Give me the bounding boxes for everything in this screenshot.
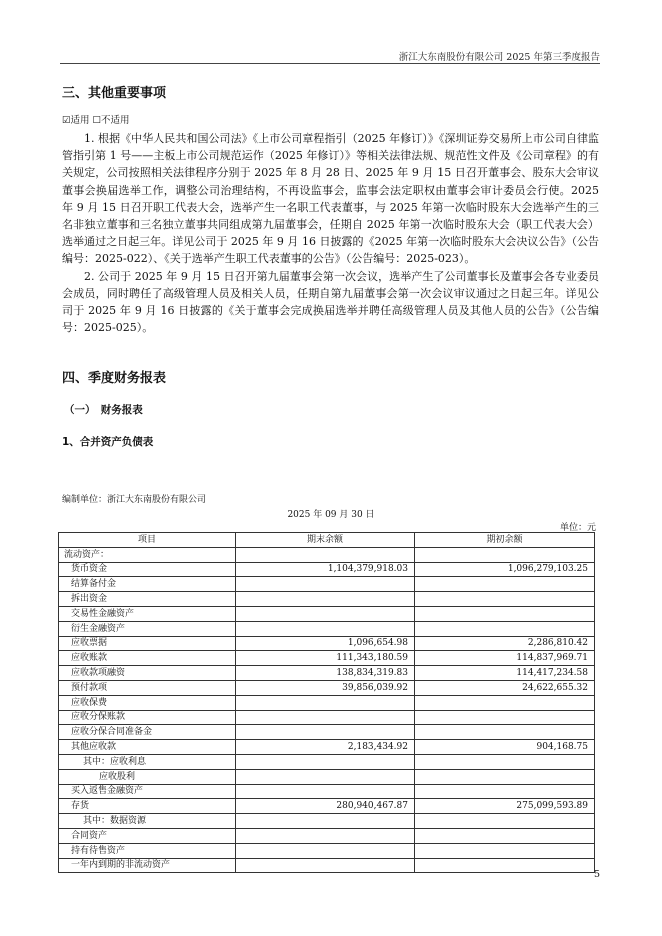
begin-balance <box>415 592 595 607</box>
table-row <box>59 606 595 621</box>
end-balance <box>236 695 415 710</box>
begin-balance: 904,168.75 <box>415 740 595 755</box>
row-label: 货币资金 <box>59 562 236 577</box>
table-row <box>59 680 595 695</box>
table-row <box>59 710 595 725</box>
row-label: 应收分保账款 <box>59 710 236 725</box>
begin-balance <box>415 769 595 784</box>
end-balance <box>236 828 415 843</box>
end-balance <box>236 621 415 636</box>
begin-balance: 2,286,810.42 <box>415 636 595 651</box>
table-row <box>59 547 595 562</box>
begin-balance <box>415 843 595 858</box>
compiler-unit: 编制单位：浙江大东南股份有限公司 <box>62 495 207 505</box>
end-balance: 1,104,379,918.03 <box>236 562 415 577</box>
end-balance <box>236 606 415 621</box>
row-label: 衍生金融资产 <box>59 621 236 636</box>
header-rule <box>60 63 600 64</box>
section3-title: 三、其他重要事项 <box>62 86 167 101</box>
begin-balance <box>415 828 595 843</box>
table-row <box>59 814 595 829</box>
currency-unit: 单位：元 <box>559 523 596 533</box>
begin-balance: 114,837,969.71 <box>415 651 595 666</box>
table-row <box>59 740 595 755</box>
row-label: 其他应收款 <box>59 740 236 755</box>
row-label: 存货 <box>59 799 236 814</box>
row-label: 其中：应收利息 <box>59 754 236 769</box>
row-label: 其中：数据资源 <box>59 814 236 829</box>
end-balance: 2,183,434.92 <box>236 740 415 755</box>
end-balance: 138,834,319.83 <box>236 666 415 681</box>
table-row <box>59 843 595 858</box>
begin-balance <box>415 547 595 562</box>
row-label: 结算备付金 <box>59 577 236 592</box>
begin-balance <box>415 725 595 740</box>
row-label: 买入返售金融资产 <box>59 784 236 799</box>
begin-balance <box>415 621 595 636</box>
end-balance <box>236 784 415 799</box>
begin-balance <box>415 577 595 592</box>
balance-sheet-heading: 1、合并资产负债表 <box>62 436 154 448</box>
row-label: 交易性金融资产 <box>59 606 236 621</box>
col-header-end: 期末余额 <box>236 533 415 548</box>
section4-title: 四、季度财务报表 <box>62 371 167 386</box>
row-label: 预付款项 <box>59 680 236 695</box>
begin-balance <box>415 784 595 799</box>
row-label: 应收保费 <box>59 695 236 710</box>
row-label: 应收款项融资 <box>59 666 236 681</box>
row-label: 应收账款 <box>59 651 236 666</box>
table-row <box>59 799 595 814</box>
end-balance <box>236 725 415 740</box>
end-balance <box>236 769 415 784</box>
end-balance <box>236 754 415 769</box>
begin-balance <box>415 606 595 621</box>
begin-balance: 114,417,234.58 <box>415 666 595 681</box>
table-row <box>59 725 595 740</box>
begin-balance: 1,096,279,103.25 <box>415 562 595 577</box>
financial-statements-heading: （一） 财务报表 <box>64 404 143 416</box>
table-row <box>59 577 595 592</box>
col-header-begin: 期初余额 <box>415 533 595 548</box>
end-balance: 39,856,039.92 <box>236 680 415 695</box>
end-balance <box>236 592 415 607</box>
row-label: 应收股利 <box>59 769 236 784</box>
table-row <box>59 592 595 607</box>
table-header-row <box>59 533 595 548</box>
paragraph-2: 2. 公司于 2025 年 9 月 15 日召开第九届董事会第一次会议，选举产生了公司董事长及董事会各专业委员会成员，同时聘任了高级管理人员及相关人员，任期自第九届董事会第一次会议审议通过之日起三年。详见公司于 2025 年 9 月 16 日披露的《关于董事会完成换届选举并聘任高级管理人员及其他人员的公告》（公告编号：2025-025）。 <box>62 269 599 335</box>
end-balance <box>236 843 415 858</box>
begin-balance <box>415 710 595 725</box>
end-balance <box>236 547 415 562</box>
table-row <box>59 666 595 681</box>
row-label: 应收分保合同准备金 <box>59 725 236 740</box>
table-row <box>59 651 595 666</box>
row-label: 拆出资金 <box>59 592 236 607</box>
row-label: 应收票据 <box>59 636 236 651</box>
begin-balance: 275,099,593.89 <box>415 799 595 814</box>
end-balance: 280,940,467.87 <box>236 799 415 814</box>
table-row <box>59 828 595 843</box>
end-balance <box>236 814 415 829</box>
begin-balance: 24,622,655.32 <box>415 680 595 695</box>
page-number: 5 <box>593 869 600 880</box>
end-balance <box>236 577 415 592</box>
end-balance: 111,343,180.59 <box>236 651 415 666</box>
report-date: 2025 年 09 月 30 日 <box>287 510 375 520</box>
table-row <box>59 636 595 651</box>
row-label: 流动资产： <box>59 547 236 562</box>
table-row <box>59 754 595 769</box>
end-balance <box>236 710 415 725</box>
begin-balance <box>415 858 595 873</box>
table-row <box>59 621 595 636</box>
col-header-item: 项目 <box>59 533 236 548</box>
begin-balance <box>415 754 595 769</box>
row-label: 一年内到期的非流动资产 <box>59 858 236 873</box>
applicability-checkbox: ☑适用 ☐不适用 <box>62 115 130 126</box>
section3-body <box>62 130 599 336</box>
report-header: 浙江大东南股份有限公司 2025 年第三季度报告 <box>398 52 600 63</box>
table-row <box>59 695 595 710</box>
row-label: 持有待售资产 <box>59 843 236 858</box>
table-row <box>59 769 595 784</box>
paragraph-1: 1. 根据《中华人民共和国公司法》《上市公司章程指引（2025 年修订）》《深圳证券交易所上市公司自律监管指引第 1 号——主板上市公司规范运作（2025 年修订）》等相关法律法规、规范性文件及《公司章程》的有关规定，公司按照相关法律程序分别于 2025 年 8 月 28 日、2025 年 9 月 15 日召开董事会、股东大会审议董事会换届选举工作，调整公司治理结构，不再设监事会，监事会法定职权由董事会审计委员会行使。2025 年 9 月 15 日召开职工代表大会，选举产生一名职工代表董事，与 2025 年第一次临时股东大会选举产生的三名非独立董事和三名独立董事共同组成第九届董事会，任期自 2025 年第一次临时股东大会（职工代表大会）选举通过之日起三年。详见公司于 2025 年 9 月 16 日披露的《2025 年第一次临时股东大会决议公告》（公告编号：2025-022）、《关于选举产生职工代表董事的公告》（公告编号：2025-023）。 <box>62 132 599 266</box>
balance-sheet-table <box>58 532 595 873</box>
table-row <box>59 784 595 799</box>
begin-balance <box>415 695 595 710</box>
table-row <box>59 858 595 873</box>
begin-balance <box>415 814 595 829</box>
end-balance <box>236 858 415 873</box>
row-label: 合同资产 <box>59 828 236 843</box>
end-balance: 1,096,654.98 <box>236 636 415 651</box>
table-row <box>59 562 595 577</box>
